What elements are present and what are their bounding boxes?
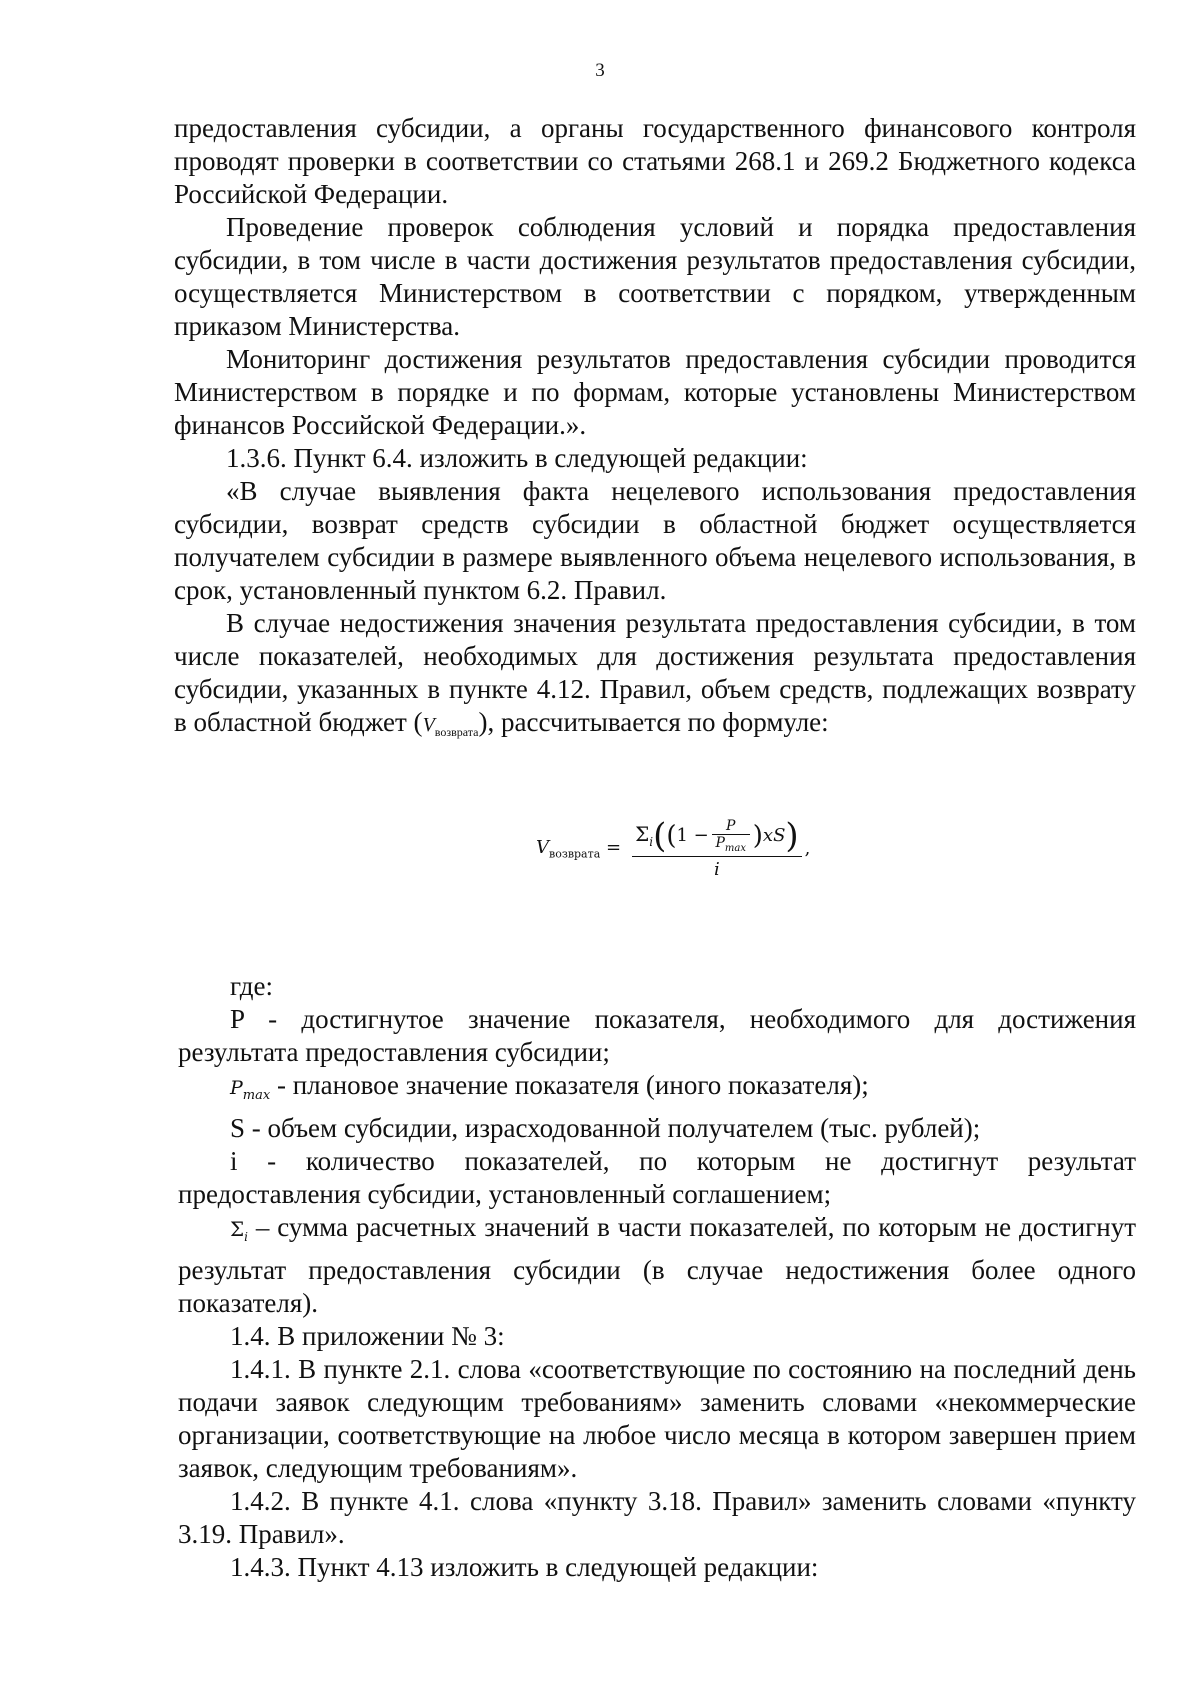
paragraph-1-4-1: 1.4.1. В пункте 2.1. слова «соответствующие по состоянию на последний день подачи заявок следующим требованиям» заменить словами «некоммерческие организации, соответствующие на любое число месяца в котором завершен прием заявок, следующим требованиям». <box>178 1353 1136 1483</box>
formula-lhs: $V_{возврата}$ = <box>536 837 622 861</box>
paragraph-inspections: Проведение проверок соблюдения условий и порядка предоставления субсидии, в том числе в части достижения результатов предоставления субсидии, осуществляется Министерством в соответствии с порядком, утвержденным приказом Министерства. <box>174 212 1136 341</box>
definition-i: i - количество показателей, по которым не достигнут результат предоставления субсидии, установленный соглашением; <box>178 1145 1136 1209</box>
formula-denominator: i <box>714 858 720 880</box>
formula-numerator: $\Sigma_i$ ( ( 1 − $\frac{P}{P_{max}}$ ) xS ) <box>635 815 799 856</box>
paragraph-monitoring: Мониторинг достижения результатов предоставления субсидии проводится Министерством в порядке и по формам, которые установлены Министерством финансов Российской Федерации.». <box>174 344 1136 440</box>
paragraph-1-4-2: 1.4.2. В пункте 4.1. слова «пункту 3.18. Правил» заменить словами «пункту 3.19. Правил». <box>178 1485 1136 1549</box>
body-text-bottom <box>178 970 1136 1584</box>
paragraph-non-achievement-part2: ), рассчитывается по формуле: <box>478 707 829 737</box>
definition-s: S - объем субсидии, израсходованной получателем (тыс. рублей); <box>230 1112 981 1143</box>
pmax-symbol: $P_{max}$ <box>230 1077 271 1103</box>
paragraph-1-4-3: 1.4.3. Пункт 4.13 изложить в следующей редакции: <box>230 1551 819 1582</box>
sigma-symbol: $\Sigma_i$ <box>230 1216 248 1244</box>
return-formula: $V_{возврата}$ = $\Sigma_i$ ( ( 1 − $\frac{P}{P_{max}}$ ) xS ) i , <box>536 815 811 880</box>
paragraph-non-achievement <box>174 607 1136 749</box>
body-text-top <box>174 112 1136 749</box>
definition-pmax: $P_{max}$ - плановое значение показателя (иного показателя); <box>230 1070 869 1103</box>
definitions-where: где: <box>230 971 273 1001</box>
definition-sigma: $\Sigma_i$ – сумма расчетных значений в части показателей, по которым не достигнут результат предоставления субсидии (в случае недостижения более одного показателя). <box>178 1211 1136 1318</box>
paragraph-1-3-6: 1.3.6. Пункт 6.4. изложить в следующей редакции: <box>226 443 808 473</box>
page-number: 3 <box>595 60 605 81</box>
formula-inner-fraction: $\frac{P}{P_{max}}$ <box>712 818 750 854</box>
formula-fraction <box>629 815 805 880</box>
definition-p: P - достигнутое значение показателя, необходимого для достижения результата предоставления субсидии; <box>178 1004 1136 1067</box>
paragraph-1-4: 1.4. В приложении № 3: <box>230 1320 505 1351</box>
v-return-symbol: $V_{возврата}$ <box>422 714 479 739</box>
paragraph-non-achievement-part1: В случае недостижения значения результата предоставления субсидии, в том числе показателей, необходимых для достижения результата предоставления субсидии, указанных в пункте 4.12. Правил, объем средств, подлежащих возврату в областной бюджет ( <box>174 608 1136 737</box>
paragraph-continuation: предоставления субсидии, а органы государственного финансового контроля проводят проверки в соответствии со статьями 268.1 и 269.2 Бюджетного кодекса Российской Федерации. <box>174 113 1136 209</box>
paragraph-misuse: «В случае выявления факта нецелевого использования предоставления субсидии, возврат средств субсидии в областной бюджет осуществляется получателем субсидии в размере выявленного объема нецелевого использования, в срок, установленный пунктом 6.2. Правил. <box>174 476 1136 605</box>
